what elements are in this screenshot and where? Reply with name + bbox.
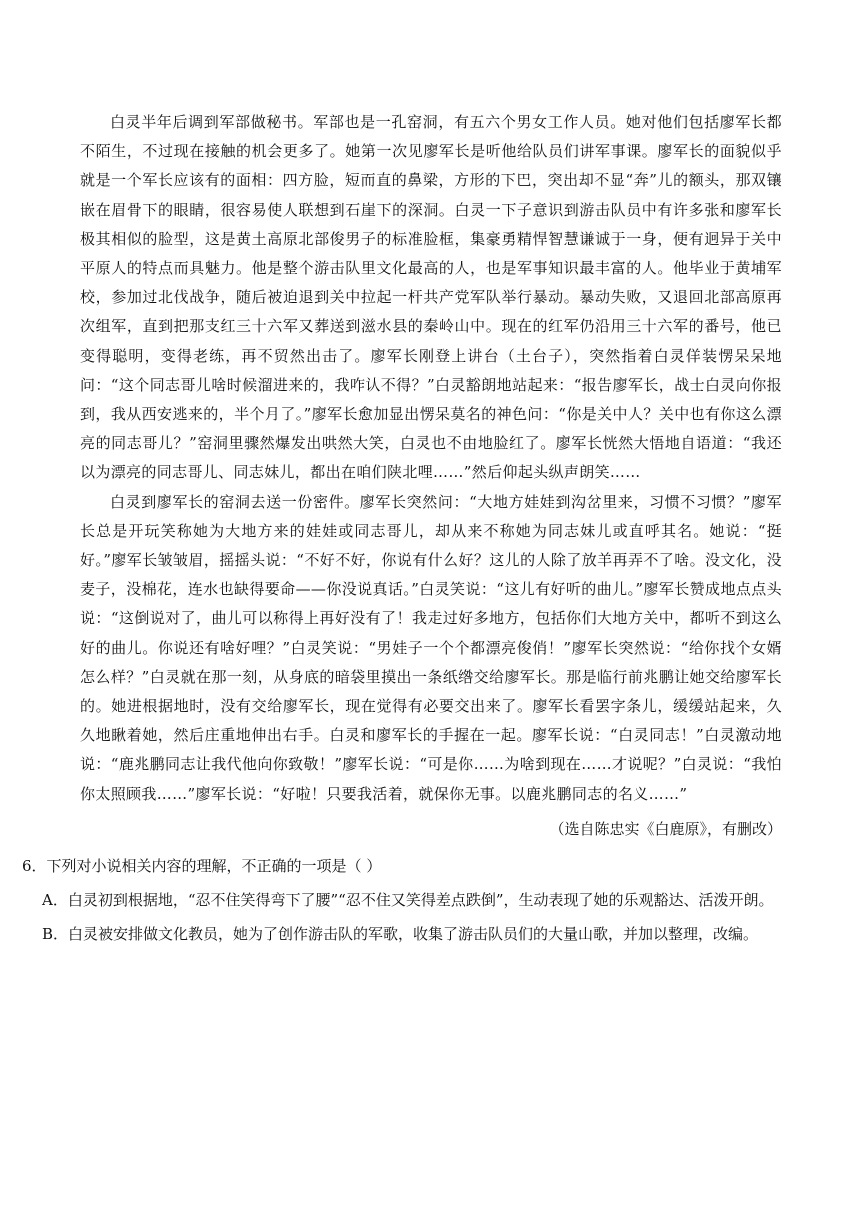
option-a: A．白灵初到根据地，“忍不住笑得弯下了腰”“忍不住又笑得差点跌倒”，生动表现了她的乐观豁达、活泼开朗。 (42, 890, 774, 909)
question-stem: 6．下列对小说相关内容的理解，不正确的一项是（ ） (22, 856, 382, 875)
content-area (22, 108, 782, 949)
passage-paragraph-1: 白灵半年后调到军部做秘书。军部也是一孔窑洞，有五六个男女工作人员。她对他们包括廖军长都不陌生，不过现在接触的机会更多了。她第一次见廖军长是听他给队员们讲军事课。廖军长的面貌似乎就是一个军长应该有的面相：四方脸，短而直的鼻梁，方形的下巴，突出却不显“奔”儿的额头，那双镶嵌在眉骨下的眼睛，很容易使人联想到石崖下的深洞。白灵一下子意识到游击队员中有许多张和廖军长极其相似的脸型，这是黄土高原北部俊男子的标准脸框，集豪勇精悍智慧谦诚于一身，便有迥异于关中平原人的特点而具魅力。他是整个游击队里文化最高的人，也是军事知识最丰富的人。他毕业于黄埔军校，参加过北伐战争，随后被迫退到关中拉起一杆共产党军队举行暴动。暴动失败，又退回北部高原再次组军，直到把那支红三十六军又葬送到滋水县的秦岭山中。现在的红军仍沿用三十六军的番号，他已变得聪明，变得老练，再不贸然出击了。廖军长刚登上讲台（土台子），突然指着白灵佯装愣呆呆地问：“这个同志哥儿啥时候溜进来的，我咋认不得？”白灵豁朗地站起来：“报告廖军长，战士白灵向你报到，我从西安逃来的，半个月了。”廖军长愈加显出愣呆莫名的神色问：“你是关中人？关中也有你这么漂亮的同志哥儿？”窑洞里骤然爆发出哄然大笑，白灵也不由地脸红了。廖军长恍然大悟地自语道：“我还以为漂亮的同志哥儿、同志妹儿，都出在咱们陕北哩……”然后仰起头纵声朗笑…… (80, 113, 782, 482)
option-b: B．白灵被安排做文化教员，她为了创作游击队的军歌，收集了游击队员们的大量山歌，并加以整理，改编。 (42, 924, 759, 943)
passage-paragraph-2: 白灵到廖军长的窑洞去送一份密件。廖军长突然问：“大地方娃娃到沟岔里来，习惯不习惯？”廖军长总是开玩笑称她为大地方来的娃娃或同志哥儿，却从来不称她为同志妹儿或直呼其名。她说：“挺好。”廖军长皱皱眉，摇摇头说：“不好不好，你说有什么好？这儿的人除了放羊再弄不了啥。没文化，没麦子，没棉花，连水也缺得要命——你没说真话。”白灵笑说：“这儿有好听的曲儿。”廖军长赞成地点点头说：“这倒说对了，曲儿可以称得上再好没有了！我走过好多地方，包括你们大地方关中，都听不到这么好的曲儿。你说还有啥好哩？”白灵笑说：“男娃子一个个都漂亮俊俏！”廖军长突然说：“给你找个女婿怎么样？”白灵就在那一刻，从身底的暗袋里摸出一条纸绺交给廖军长。那是临行前兆鹏让她交给廖军长的。她进根据地时，没有交给廖军长，现在觉得有必要交出来了。廖军长看罢字条儿，缓缓站起来，久久地瞅着她，然后庄重地伸出右手。白灵和廖军长的手握在一起。廖军长说：“白灵同志！”白灵激动地说：“鹿兆鹏同志让我代他向你致敬！”廖军长说：“可是你……为啥到现在……才说呢？”白灵说：“我怕你太照顾我……”廖军长说：“好啦！只要我活着，就保你无事。以鹿兆鹏同志的名义……” (80, 492, 782, 803)
passage-source: （选自陈忠实《白鹿原》，有删改） (549, 819, 782, 838)
question-6 (22, 851, 782, 949)
